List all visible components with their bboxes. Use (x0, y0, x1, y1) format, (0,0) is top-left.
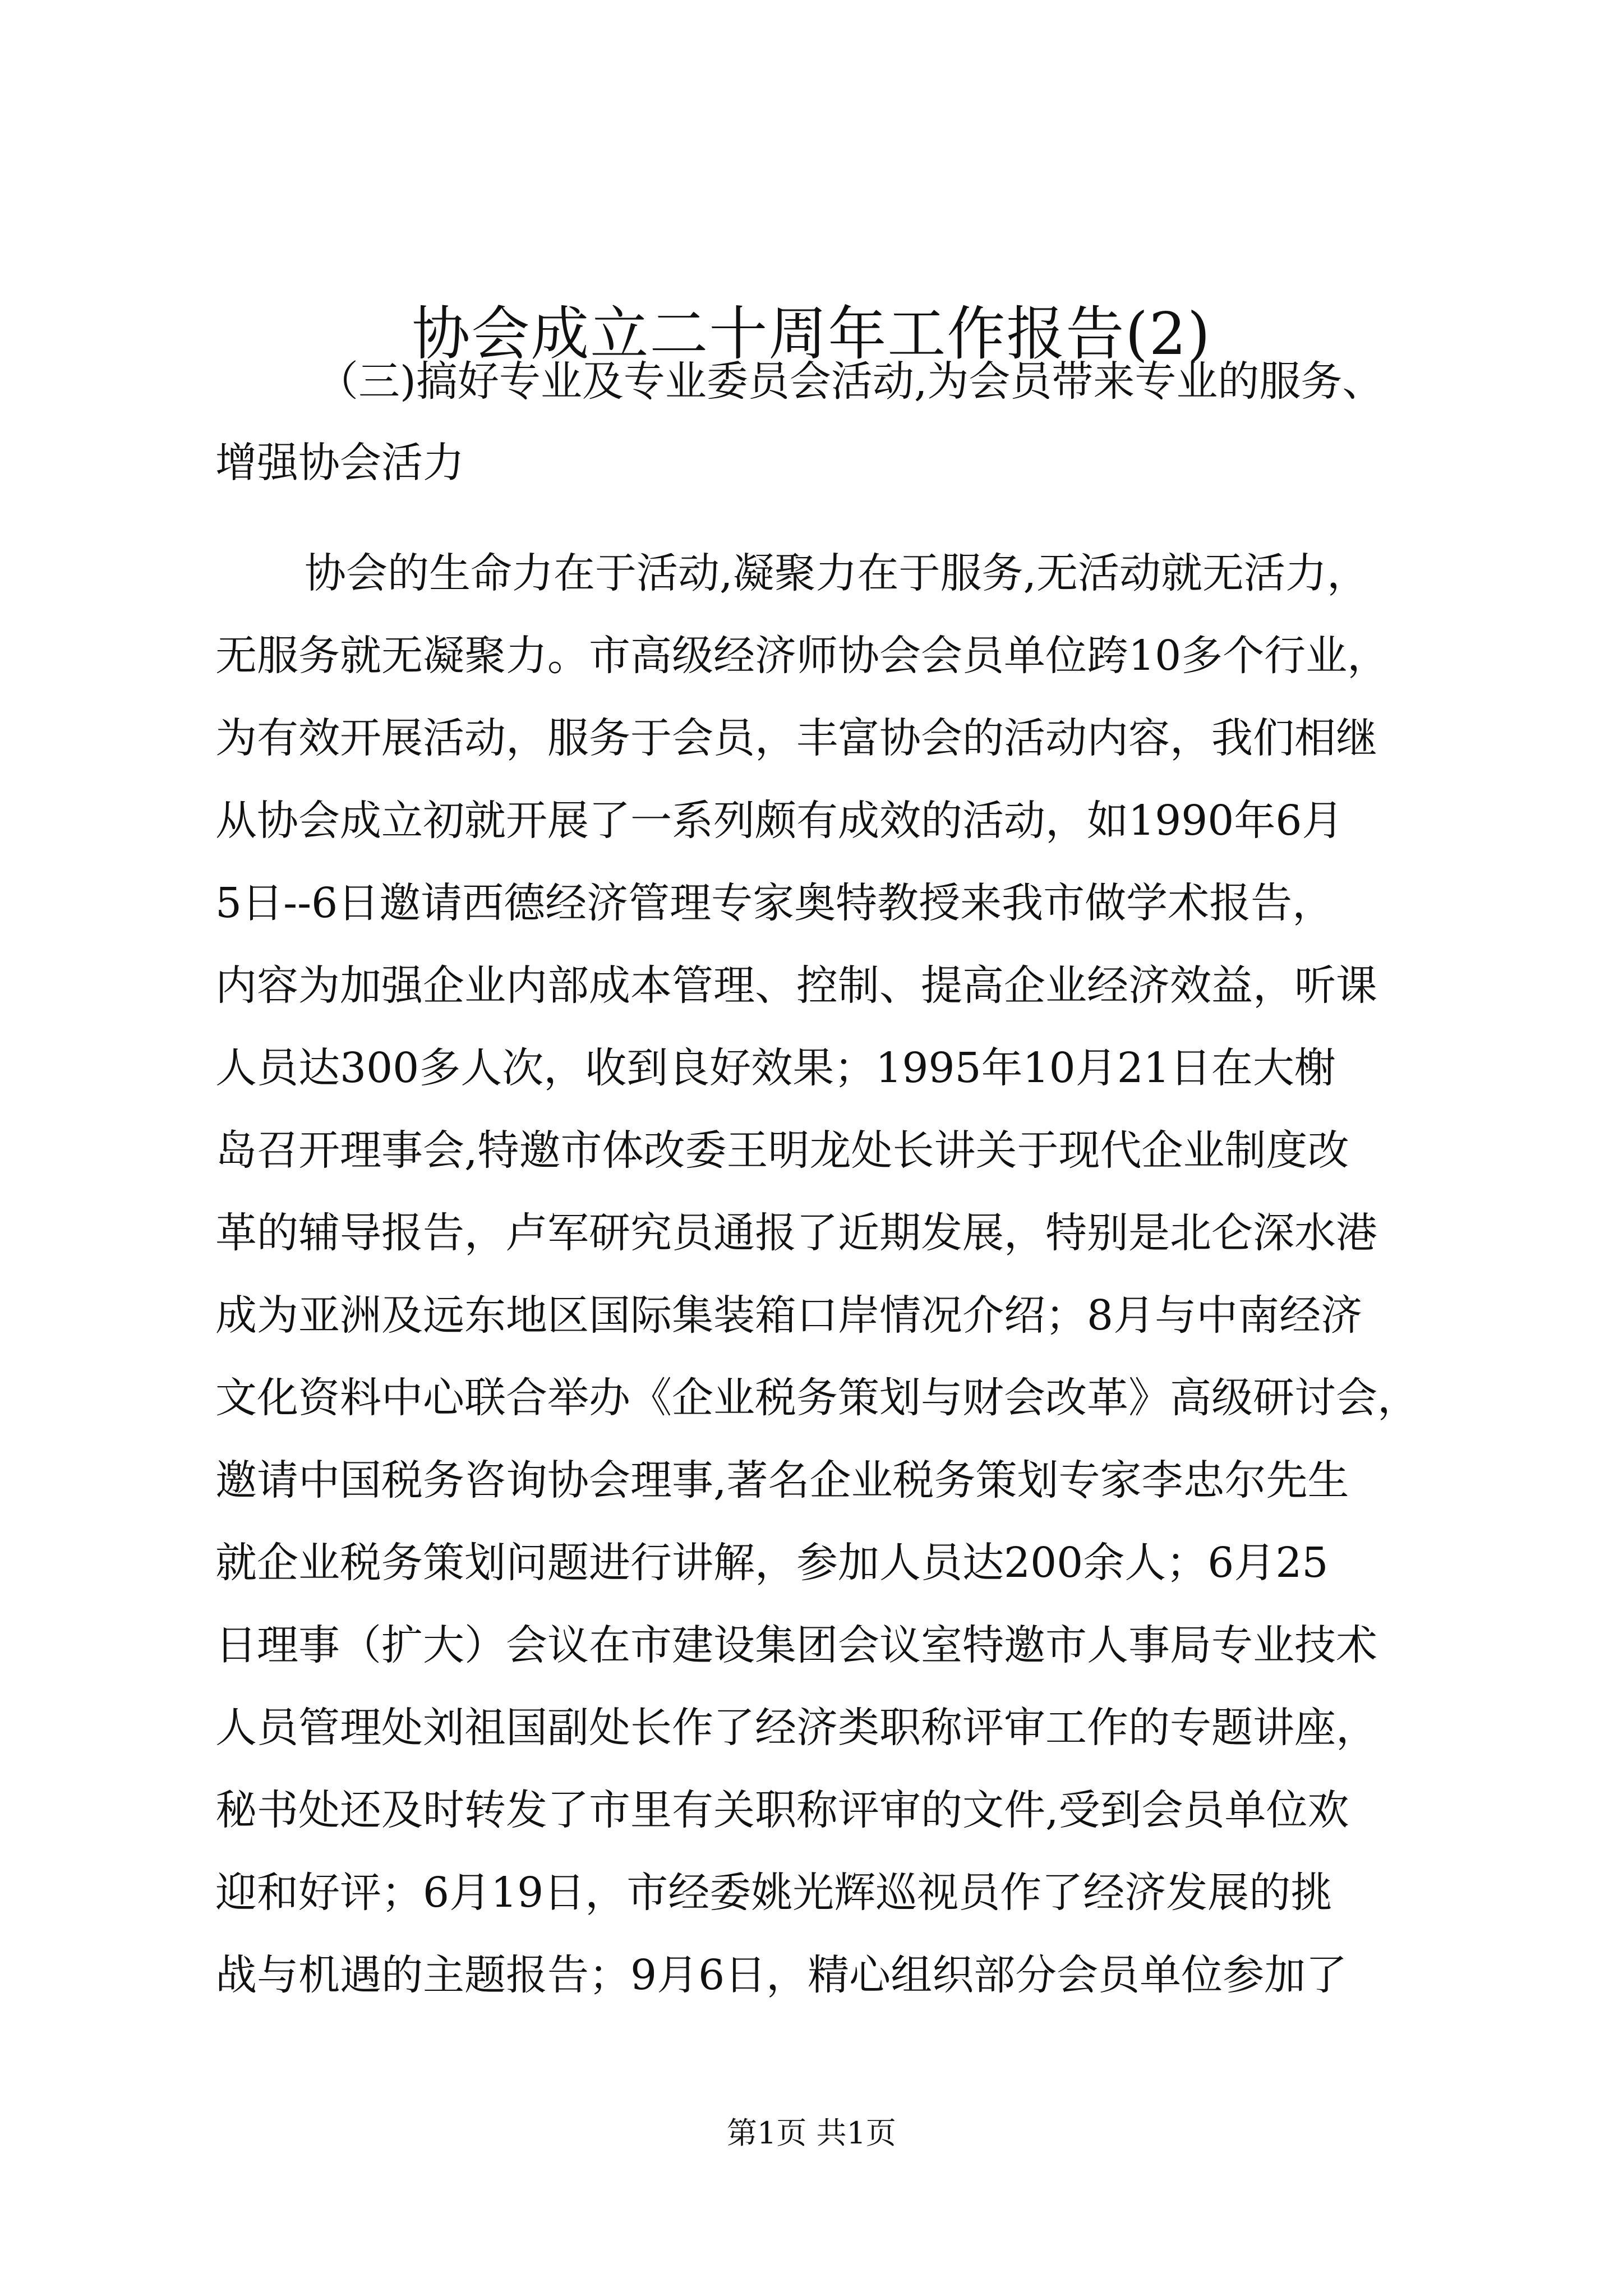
text-line-3: 协会的生命力在于活动,凝聚力在于服务,无活动就无活力， (305, 549, 1369, 597)
text-line-10: 岛召开理事会,特邀市体改委王明龙处长讲关于现代企业制度改 (215, 1126, 1349, 1175)
text-line-13: 文化资料中心联合举办《企业税务策划与财会改革》高级研讨会， (215, 1374, 1419, 1422)
text-line-14: 邀请中国税务咨询协会理事,著名企业税务策划专家李忠尔先生 (215, 1456, 1349, 1504)
text-line-1: （三)搞好专业及专业委员会活动,为会员带来专业的服务、 (317, 357, 1384, 406)
text-line-12: 成为亚洲及远东地区国际集装箱口岸情况介绍；8月与中南经济 (215, 1291, 1363, 1340)
text-line-18: 秘书处还及时转发了市里有关职称评审的文件,受到会员单位欢 (215, 1786, 1349, 1834)
text-line-9: 人员达300多人次，收到良好效果；1995年10月21日在大榭 (215, 1044, 1336, 1092)
page-number-footer: 第1页 共1页 (727, 2115, 896, 2151)
text-line-7: 5日--6日邀请西德经济管理专家奥特教授来我市做学术报告， (215, 879, 1334, 927)
text-line-19: 迎和好评；6月19日，市经委姚光辉巡视员作了经济发展的挑 (215, 1869, 1332, 1917)
document-title: 协会成立二十周年工作报告(2) (412, 300, 1211, 368)
text-line-11: 革的辅导报告，卢军研究员通报了近期发展，特别是北仑深水港 (215, 1209, 1377, 1257)
text-line-16: 日理事（扩大）会议在市建设集团会议室特邀市人事局专业技术 (215, 1621, 1377, 1669)
text-line-17: 人员管理处刘祖国副处长作了经济类职称评审工作的专题讲座， (215, 1704, 1377, 1752)
text-line-6: 从协会成立初就开展了一系列颇有成效的活动，如1990年6月 (215, 797, 1344, 845)
text-line-4: 无服务就无凝聚力。市高级经济师协会会员单位跨10多个行业， (215, 632, 1389, 680)
text-line-2: 增强协会活力 (215, 439, 464, 487)
text-line-15: 就企业税务策划问题进行讲解，参加人员达200余人；6月25 (215, 1539, 1329, 1587)
text-line-20: 战与机遇的主题报告；9月6日，精心组织部分会员单位参加了 (215, 1951, 1348, 1999)
text-line-5: 为有效开展活动，服务于会员，丰富协会的活动内容，我们相继 (215, 714, 1377, 762)
text-line-8: 内容为加强企业内部成本管理、控制、提高企业经济效益，听课 (215, 961, 1377, 1010)
